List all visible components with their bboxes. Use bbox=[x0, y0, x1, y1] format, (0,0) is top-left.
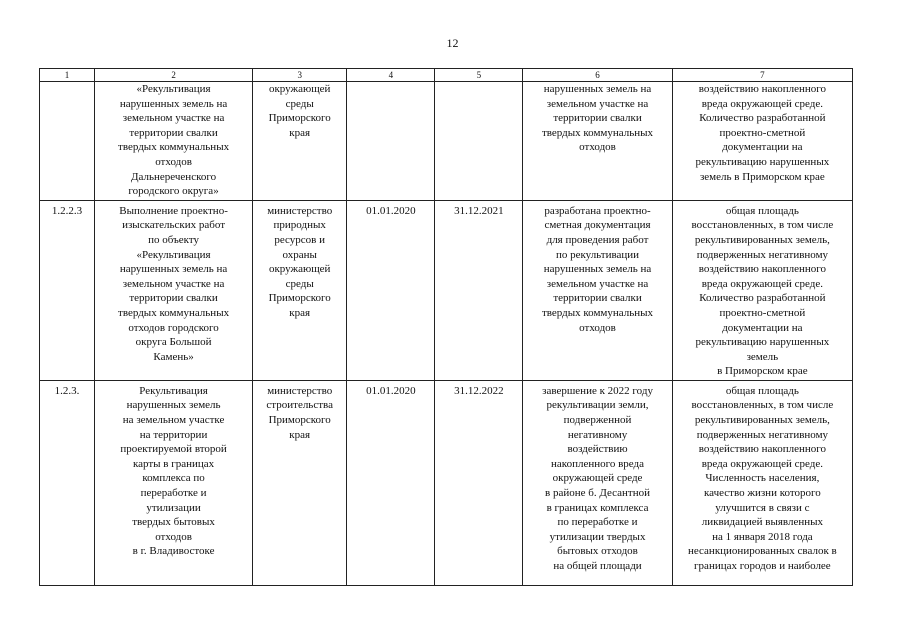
header-cell-1: 1 bbox=[40, 69, 95, 82]
header-cell-7: 7 bbox=[672, 69, 852, 82]
header-cell-2: 2 bbox=[95, 69, 253, 82]
executor-cell: министерство строительства Приморского края bbox=[253, 380, 347, 585]
row-number-cell: 1.2.2.3 bbox=[40, 200, 95, 380]
indicator-cell: общая площадь восстановленных, в том числе рекультивированных земель, подверженных негативному воздействию накопленного вреда окружающей среде. Количество разработанной проектно-сметной документации на рекультивацию нарушенных земель в Приморском крае bbox=[672, 200, 852, 380]
program-table bbox=[39, 68, 853, 586]
end-date-cell: 31.12.2021 bbox=[435, 200, 523, 380]
row-number-cell bbox=[40, 82, 95, 201]
end-date-cell: 31.12.2022 bbox=[435, 380, 523, 585]
row-number-cell: 1.2.3. bbox=[40, 380, 95, 585]
table-header-row bbox=[40, 69, 853, 82]
end-date-cell bbox=[435, 82, 523, 201]
header-cell-4: 4 bbox=[347, 69, 435, 82]
expected-result-cell: завершение к 2022 году рекультивации земли, подверженной негативному воздействию накопленного вреда окружающей среде в районе б. Десантной в границах комплекса по переработке и утилизации твердых бытовых отходов на общей площади bbox=[523, 380, 672, 585]
indicator-cell: воздействию накопленного вреда окружающей среде. Количество разработанной проектно-сметной документации на рекультивацию нарушенных земель в Приморском крае bbox=[672, 82, 852, 201]
executor-cell: министерство природных ресурсов и охраны окружающей среды Приморского края bbox=[253, 200, 347, 380]
activity-name-cell: Рекультивация нарушенных земель на земельном участке на территории проектируемой второй карты в границах комплекса по переработке и утилизации твердых бытовых отходов в г. Владивостоке bbox=[95, 380, 253, 585]
page-number: 12 bbox=[446, 36, 459, 50]
table-row bbox=[40, 200, 853, 380]
activity-name-cell: Выполнение проектно- изыскательских работ по объекту «Рекультивация нарушенных земель на земельном участке на территории свалки твердых коммунальных отходов городского округа Большой Камень» bbox=[95, 200, 253, 380]
table-row bbox=[40, 82, 853, 201]
start-date-cell: 01.01.2020 bbox=[347, 380, 435, 585]
start-date-cell: 01.01.2020 bbox=[347, 200, 435, 380]
indicator-cell: общая площадь восстановленных, в том числе рекультивированных земель, подверженных негативному воздействию накопленного вреда окружающей среде. Численность населения, качество жизни которого улучшится в связи с ликвидацией выявленных на 1 января 2018 года несанкционированных свалок в границах городов и наиболее bbox=[672, 380, 852, 585]
activity-name-cell: «Рекультивация нарушенных земель на земельном участке на территории свалки твердых коммунальных отходов Дальнереченского городского округа» bbox=[95, 82, 253, 201]
table-row bbox=[40, 380, 853, 585]
header-cell-6: 6 bbox=[523, 69, 672, 82]
executor-cell: окружающей среды Приморского края bbox=[253, 82, 347, 201]
header-cell-5: 5 bbox=[435, 69, 523, 82]
start-date-cell bbox=[347, 82, 435, 201]
expected-result-cell: разработана проектно- сметная документация для проведения работ по рекультивации нарушенных земель на земельном участке на территории свалки твердых коммунальных отходов bbox=[523, 200, 672, 380]
header-cell-3: 3 bbox=[253, 69, 347, 82]
expected-result-cell: нарушенных земель на земельном участке на территории свалки твердых коммунальных отходов bbox=[523, 82, 672, 201]
